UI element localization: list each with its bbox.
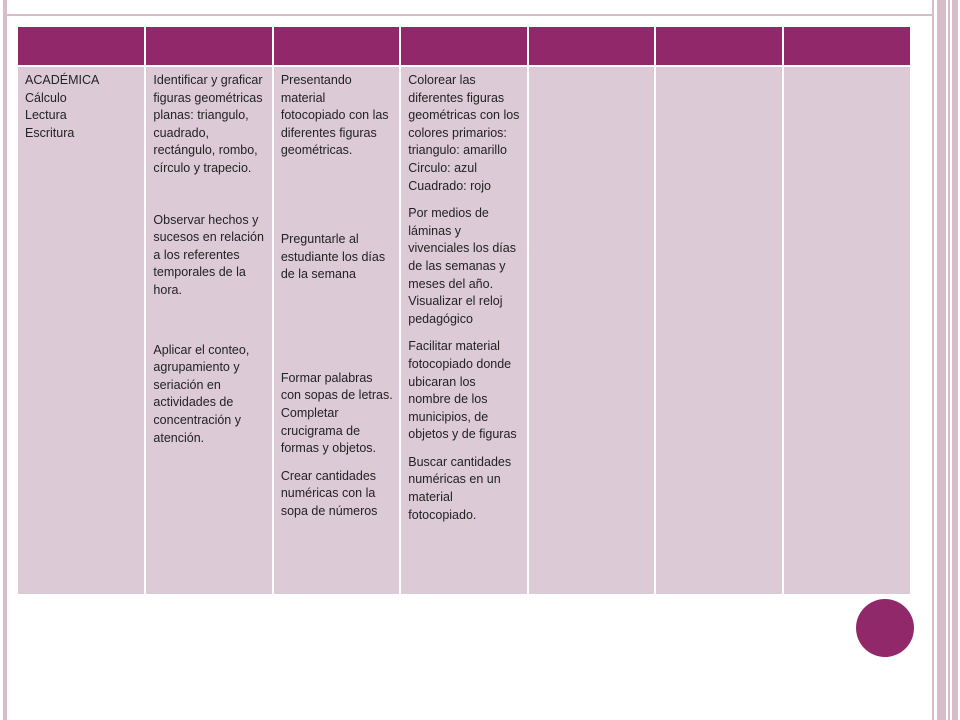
objective-text: Identificar y graficar figuras geométricas planas: triangulo, cuadrado, rectángulo, rombo, círculo y trapecio. <box>153 73 263 175</box>
cell-strategies <box>273 66 400 594</box>
right-frame-line <box>952 0 958 720</box>
header-cell <box>400 27 527 66</box>
strategy-text: Preguntarle al estudiante los días de la semana <box>280 231 386 282</box>
table-header-row <box>18 27 910 66</box>
activity-text: Circulo: azul <box>408 160 478 175</box>
header-cell <box>783 27 910 66</box>
objective-text: Aplicar el conteo, agrupamiento y seriación en actividades de concentración y atención. <box>153 342 250 445</box>
area-label: Cálculo <box>25 90 67 105</box>
cell-areas <box>18 66 145 594</box>
cell-objectives <box>145 66 272 594</box>
empty-cell <box>783 66 910 594</box>
header-cell <box>528 27 655 66</box>
area-label: Lectura <box>25 108 67 123</box>
activity-text: triangulo: amarillo <box>408 143 507 158</box>
activity-text: Visualizar el reloj pedagógico <box>408 294 503 326</box>
header-cell <box>655 27 782 66</box>
top-frame-line <box>3 14 933 16</box>
activity-text: Colorear las diferentes figuras geométricas con los colores primarios: <box>408 73 520 140</box>
planning-table <box>18 27 910 594</box>
right-frame-line <box>948 0 950 720</box>
empty-cell <box>528 66 655 594</box>
cell-activities <box>400 66 527 594</box>
right-frame-line <box>932 0 934 720</box>
table-row <box>18 66 910 594</box>
area-label: Escritura <box>25 125 75 140</box>
strategy-text: Completar crucigrama de formas y objetos. <box>280 405 377 456</box>
left-frame-line <box>3 0 7 720</box>
empty-cell <box>655 66 782 594</box>
strategy-text: Formar palabras con sopas de letras. <box>280 370 393 403</box>
strategy-text: Presentando material fotocopiado con las diferentes figuras geométricas. <box>280 73 389 158</box>
activity-text: Por medios de láminas y vivenciales los días de las semanas y meses del año. <box>408 206 516 291</box>
strategy-text: Crear cantidades numéricas con la sopa de números <box>280 468 378 518</box>
activity-text: Facilitar material fotocopiado donde ubicaran los nombre de los municipios, de objetos y de figuras <box>408 339 517 442</box>
activity-text: Buscar cantidades numéricas en un material fotocopiado. <box>408 454 512 522</box>
right-frame-line <box>937 0 946 720</box>
area-label: ACADÉMICA <box>25 73 100 87</box>
header-cell <box>273 27 400 66</box>
activity-text: Cuadrado: rojo <box>408 178 491 193</box>
header-cell <box>145 27 272 66</box>
decorative-circle <box>856 599 914 657</box>
objective-text: Observar hechos y sucesos en relación a los referentes temporales de la hora. <box>153 212 264 297</box>
header-cell <box>18 27 145 66</box>
